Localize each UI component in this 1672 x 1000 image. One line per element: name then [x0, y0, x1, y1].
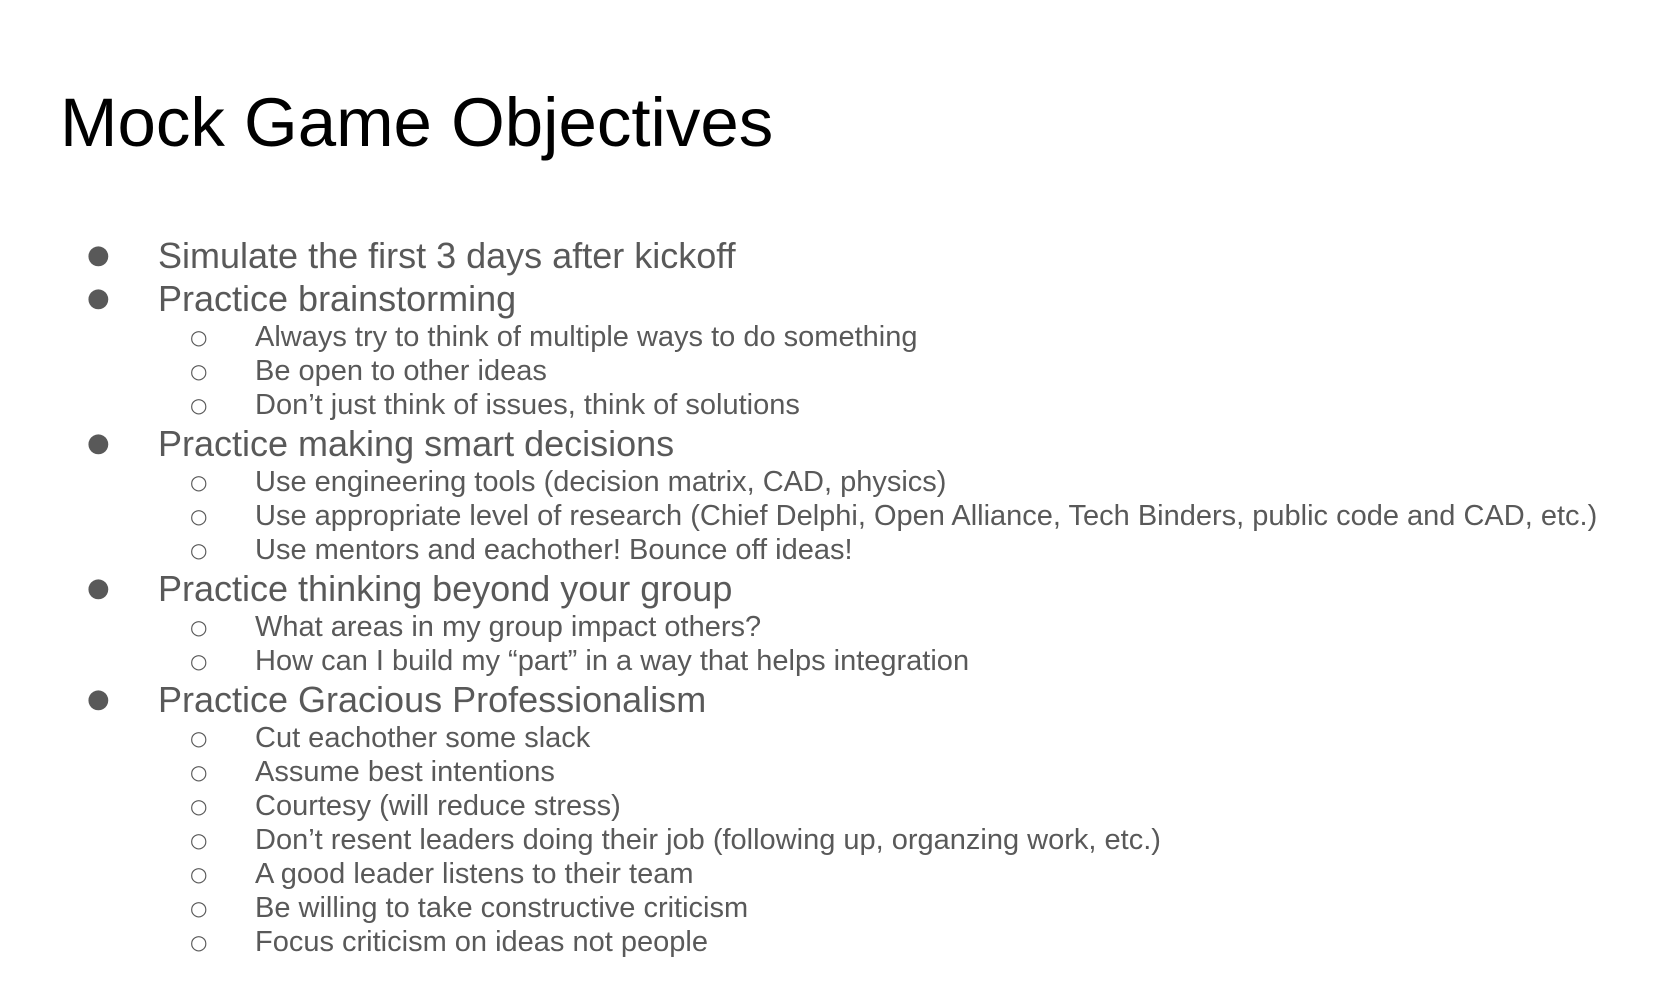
hollow-circle-bullet-icon: ○: [190, 828, 208, 852]
bullet-text: Assume best intentions: [255, 756, 555, 788]
hollow-circle-bullet-icon: ○: [190, 649, 208, 673]
bullet-item: [0, 678, 1597, 721]
hollow-circle-bullet-icon: ○: [190, 896, 208, 920]
bullet-text: Use mentors and eachother! Bounce off ideas!: [255, 534, 853, 566]
bullet-text: Practice thinking beyond your group: [158, 568, 733, 609]
filled-circle-bullet-icon: ●: [87, 428, 110, 458]
sub-bullet-item: [0, 925, 1597, 959]
filled-circle-bullet-icon: ●: [87, 684, 110, 714]
bullet-text: A good leader listens to their team: [255, 858, 694, 890]
sub-bullet-item: [0, 789, 1597, 823]
sub-bullet-item: [0, 823, 1597, 857]
sub-bullet-item: [0, 465, 1597, 499]
bullet-item: [0, 422, 1597, 465]
hollow-circle-bullet-icon: ○: [190, 538, 208, 562]
hollow-circle-bullet-icon: ○: [190, 504, 208, 528]
bullet-list: [0, 234, 1597, 959]
bullet-text: Cut eachother some slack: [255, 722, 591, 754]
bullet-text: Practice brainstorming: [158, 278, 517, 319]
sub-bullet-item: [0, 755, 1597, 789]
hollow-circle-bullet-icon: ○: [190, 862, 208, 886]
slide-title: Mock Game Objectives: [60, 84, 774, 161]
bullet-text: Courtesy (will reduce stress): [255, 790, 621, 822]
sub-bullet-item: [0, 320, 1597, 354]
bullet-text: Don’t just think of issues, think of solutions: [255, 389, 800, 421]
hollow-circle-bullet-icon: ○: [190, 794, 208, 818]
sub-bullet-item: [0, 721, 1597, 755]
hollow-circle-bullet-icon: ○: [190, 760, 208, 784]
filled-circle-bullet-icon: ●: [87, 573, 110, 603]
bullet-text: Practice making smart decisions: [158, 423, 675, 464]
bullet-text: Use engineering tools (decision matrix, CAD, physics): [255, 466, 947, 498]
bullet-text: Use appropriate level of research (Chief Delphi, Open Alliance, Tech Binders, public code and CAD, etc.): [255, 500, 1598, 532]
filled-circle-bullet-icon: ●: [87, 240, 110, 270]
bullet-text: Focus criticism on ideas not people: [255, 926, 708, 958]
bullet-item: [0, 277, 1597, 320]
bullet-text: What areas in my group impact others?: [255, 611, 762, 643]
sub-bullet-item: [0, 891, 1597, 925]
hollow-circle-bullet-icon: ○: [190, 393, 208, 417]
hollow-circle-bullet-icon: ○: [190, 359, 208, 383]
bullet-text: Be open to other ideas: [255, 355, 547, 387]
bullet-text: Be willing to take constructive criticism: [255, 892, 749, 924]
bullet-item: [0, 567, 1597, 610]
bullet-text: Simulate the first 3 days after kickoff: [158, 235, 736, 276]
sub-bullet-item: [0, 857, 1597, 891]
bullet-item: [0, 234, 1597, 277]
sub-bullet-item: [0, 354, 1597, 388]
hollow-circle-bullet-icon: ○: [190, 470, 208, 494]
hollow-circle-bullet-icon: ○: [190, 615, 208, 639]
sub-bullet-item: [0, 388, 1597, 422]
hollow-circle-bullet-icon: ○: [190, 325, 208, 349]
hollow-circle-bullet-icon: ○: [190, 930, 208, 954]
bullet-text: Don’t resent leaders doing their job (following up, organzing work, etc.): [255, 824, 1161, 856]
filled-circle-bullet-icon: ●: [87, 283, 110, 313]
hollow-circle-bullet-icon: ○: [190, 726, 208, 750]
sub-bullet-item: [0, 610, 1597, 644]
sub-bullet-item: [0, 499, 1597, 533]
sub-bullet-item: [0, 644, 1597, 678]
bullet-text: Practice Gracious Professionalism: [158, 679, 707, 720]
bullet-text: Always try to think of multiple ways to do something: [255, 321, 918, 353]
bullet-text: How can I build my “part” in a way that helps integration: [255, 645, 970, 677]
sub-bullet-item: [0, 533, 1597, 567]
